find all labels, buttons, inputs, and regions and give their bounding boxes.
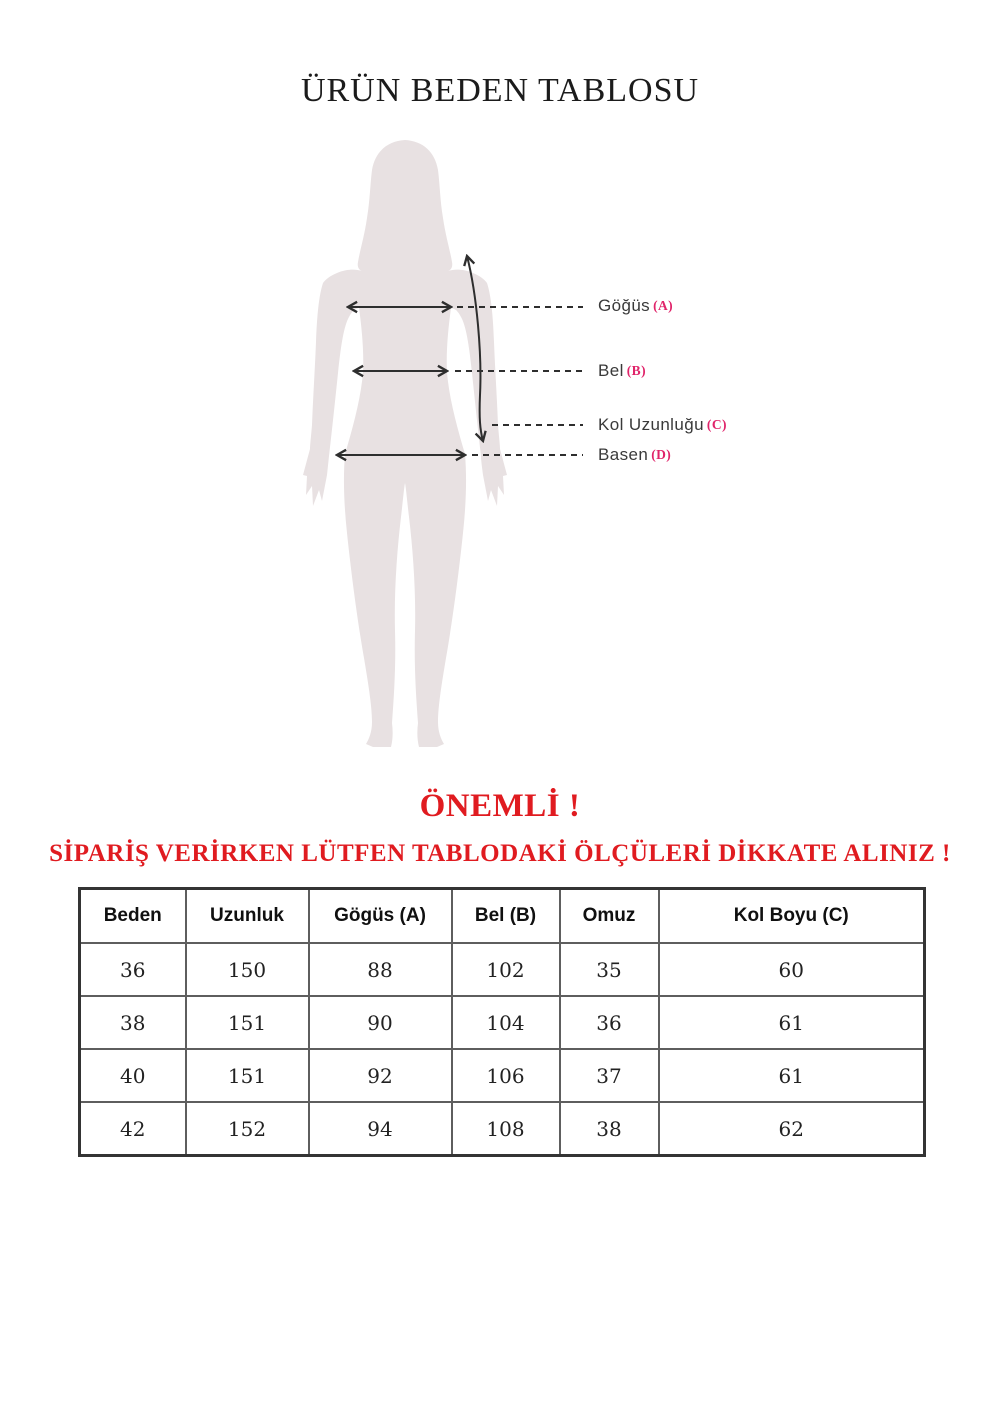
measurement-letter-d: (D) [651, 447, 672, 462]
size-row-42 [80, 1102, 925, 1156]
measurement-label-arm-length [598, 415, 727, 436]
size-cell: 61 [659, 1049, 925, 1102]
page-title: ÜRÜN BEDEN TABLOSU [300, 72, 700, 109]
warning-text: SİPARİŞ VERİRKEN LÜTFEN TABLODAKİ ÖLÇÜLERİ DİKKATE ALINIZ ! [49, 840, 951, 867]
size-cell: 62 [659, 1102, 925, 1156]
size-cell: 36 [80, 943, 186, 996]
size-table [78, 887, 926, 1157]
size-cell: 151 [186, 1049, 309, 1102]
size-table-header-row [80, 889, 925, 944]
size-cell: 150 [186, 943, 309, 996]
size-cell: 38 [80, 996, 186, 1049]
size-cell: 102 [452, 943, 560, 996]
size-cell: 92 [309, 1049, 452, 1102]
size-row-38 [80, 996, 925, 1049]
size-cell: 37 [560, 1049, 659, 1102]
measurement-label-waist-text: Bel [598, 361, 624, 380]
column-header-kol-boyu: Kol Boyu (C) [659, 889, 925, 944]
size-cell: 88 [309, 943, 452, 996]
body-silhouette-shape [303, 140, 507, 747]
measurement-label-chest-text: Göğüs [598, 296, 651, 315]
measurement-label-hip-text: Basen [598, 445, 649, 464]
measurement-label-waist [598, 361, 646, 382]
size-cell: 60 [659, 943, 925, 996]
column-header-uzunluk: Uzunluk [186, 889, 309, 944]
size-cell: 90 [309, 996, 452, 1049]
column-header-beden: Beden [80, 889, 186, 944]
size-cell: 42 [80, 1102, 186, 1156]
size-cell: 108 [452, 1102, 560, 1156]
size-cell: 106 [452, 1049, 560, 1102]
size-cell: 61 [659, 996, 925, 1049]
size-cell: 104 [452, 996, 560, 1049]
measurement-label-hip [598, 445, 671, 466]
measurement-label-chest [598, 296, 673, 317]
size-cell: 36 [560, 996, 659, 1049]
measurement-letter-c: (C) [706, 417, 727, 432]
size-cell: 151 [186, 996, 309, 1049]
important-heading: ÖNEMLİ ! [419, 788, 581, 824]
size-cell: 152 [186, 1102, 309, 1156]
size-row-36 [80, 943, 925, 996]
column-header-omuz: Omuz [560, 889, 659, 944]
measurement-label-arm-length-text: Kol Uzunluğu [598, 415, 704, 434]
size-cell: 35 [560, 943, 659, 996]
column-header-gogus: Gögüs (A) [309, 889, 452, 944]
measurement-diagram [280, 130, 750, 750]
size-cell: 40 [80, 1049, 186, 1102]
size-cell: 94 [309, 1102, 452, 1156]
body-silhouette-figure [280, 130, 750, 750]
size-row-40 [80, 1049, 925, 1102]
column-header-bel: Bel (B) [452, 889, 560, 944]
measurement-letter-a: (A) [653, 298, 674, 313]
size-cell: 38 [560, 1102, 659, 1156]
measurement-letter-b: (B) [626, 363, 646, 378]
